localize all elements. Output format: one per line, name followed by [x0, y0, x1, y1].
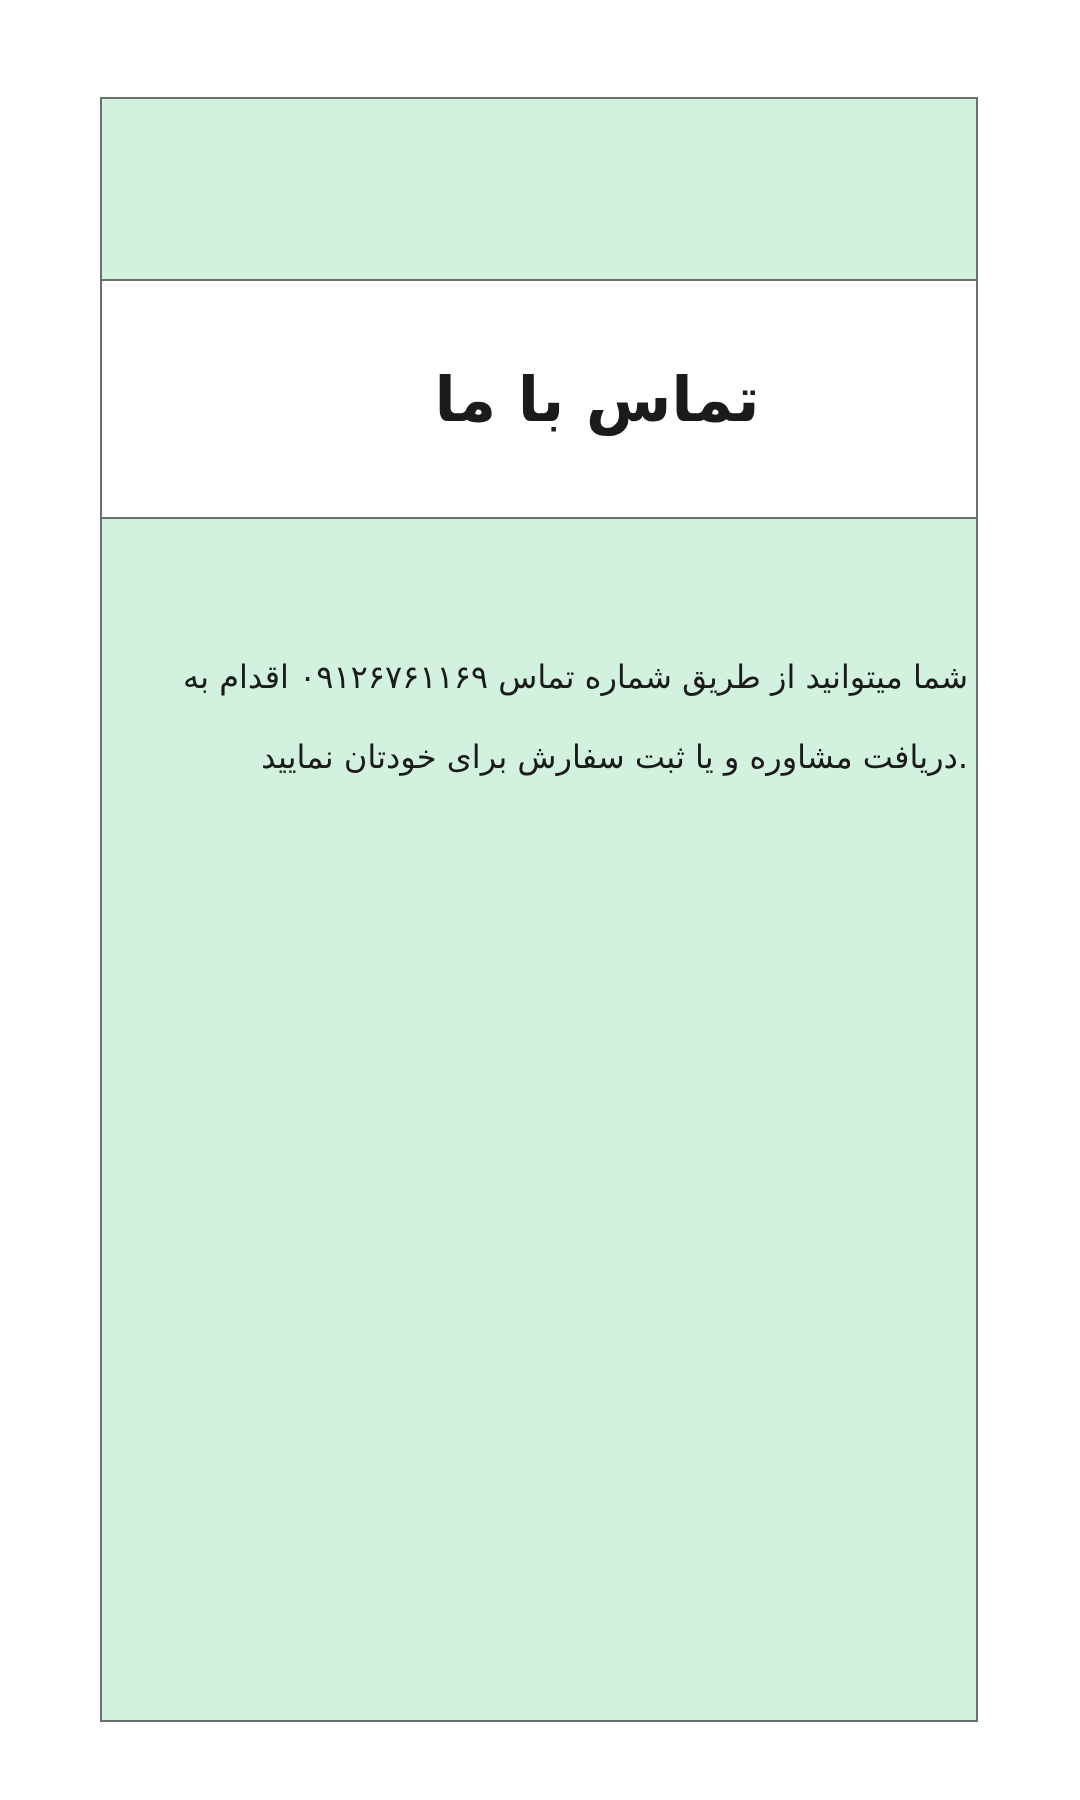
- header-band: [102, 99, 976, 281]
- page-title: تماس با ما: [434, 362, 760, 436]
- title-band: [102, 281, 976, 519]
- content-band: [102, 519, 976, 1720]
- contact-paragraph: [122, 637, 968, 797]
- contact-paragraph-line-2: دریافت مشاوره و یا ثبت سفارش برای خودتان نمایید.: [261, 738, 968, 776]
- contact-paragraph-line-1: شما میتوانید از طریق شماره تماس ۰۹۱۲۶۷۶۱۱۶۹ اقدام به: [182, 658, 968, 696]
- contact-card: [100, 97, 978, 1722]
